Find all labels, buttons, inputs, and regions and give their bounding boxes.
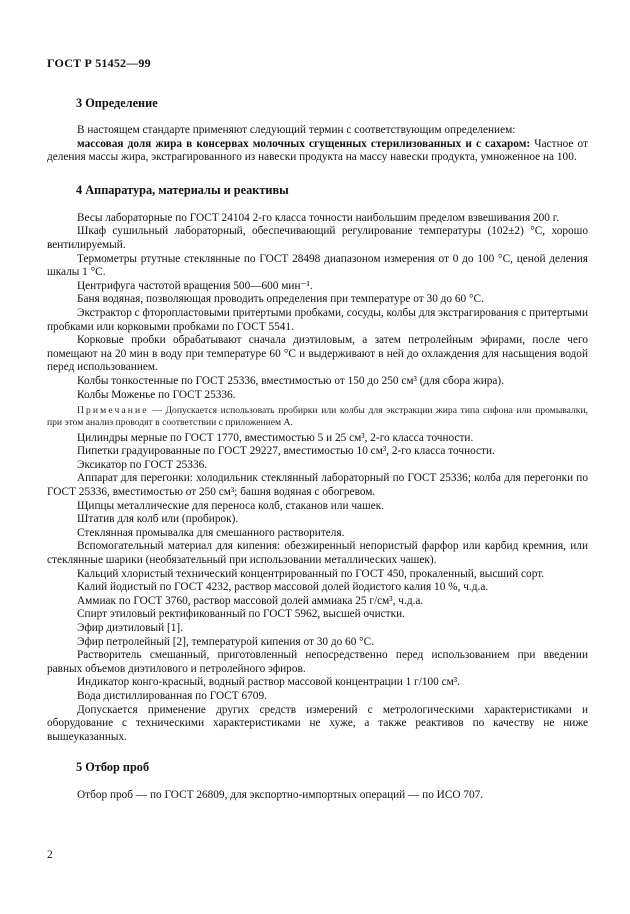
list-item: Калий йодистый по ГОСТ 4232, раствор массовой долей йодистого калия 10 %, ч.д.а. [77, 581, 489, 594]
list-item: Термометры ртутные стеклянные по ГОСТ 28498 диапазоном измерения от 0 до 100 °С, ценой деления шкалы 1 °С. [47, 252, 588, 279]
list-item: Весы лабораторные по ГОСТ 24104 2-го класса точности наибольшим пределом взвешивания 200 г. [77, 211, 559, 224]
definition-text: Частное от деления массы жира, экстрагированного из навески продукта на массу навески продукта, умноженное на 100. [47, 137, 588, 164]
list-item: Растворитель смешанный, приготовленный непосредственно перед использованием при введении равных объемов диэтилового и петролейного эфиров. [47, 649, 588, 675]
list-item: Баня водяная, позволяющая проводить определения при температуре от 30 до 60 °С. [77, 293, 484, 306]
section-sampling [47, 760, 588, 803]
list-item: Центрифуга частотой вращения 500—600 мин⁻¹. [77, 279, 313, 292]
list-item: Вода дистиллированная по ГОСТ 6709. [77, 689, 267, 702]
list-item: Эфир диэтиловый [1]. [77, 622, 183, 634]
section-heading-apparatus: 4 Аппаратура, материалы и реактивы [76, 182, 289, 197]
list-item: Допускается применение других средств измерений с метрологическими характеристиками и оборудование с техническими характеристиками не хуже, а также реактивов по качеству не ниже вышеуказанных. [47, 703, 588, 743]
list-item: Колбы тонкостенные по ГОСТ 25336, вместимостью от 150 до 250 см³ (для сбора жира). [77, 374, 505, 387]
list-item: Кальций хлористый технический концентрированный по ГОСТ 450, прокаленный, высший сорт. [77, 567, 545, 580]
note [47, 405, 588, 429]
list-item: Эфир петролейный [2], температурой кипения от 30 до 60 °С. [77, 635, 375, 648]
page-number: 2 [47, 849, 53, 861]
list-item: Щипцы металлические для переноса колб, стаканов или чашек. [77, 499, 385, 512]
section-definition [47, 96, 588, 165]
paragraph-sampling: Отбор проб — по ГОСТ 26809, для экспортно-импортных операций — по ИСО 707. [77, 789, 484, 802]
list-item: Цилиндры мерные по ГОСТ 1770, вместимостью 5 и 25 см³, 2-го класса точности. [77, 431, 474, 444]
list-item: Вспомогательный материал для кипения: обезжиренный непористый фарфор или карбид кремния, или стеклянные шарики (необязательный при использовании металлических чашек). [47, 540, 588, 567]
section-heading-definition: 3 Определение [76, 96, 158, 110]
list-item: Аппарат для перегонки: холодильник стеклянный лабораторный по ГОСТ 25336; колба для перегонки по ГОСТ 25336, вместимостью от 250 см³; башня водяная с обогревом. [47, 472, 588, 499]
list-item: Индикатор конго-красный, водный раствор массовой концентрации 1 г/100 см³. [77, 676, 460, 689]
section-apparatus [47, 183, 588, 745]
list-item: Экстрактор с фторопластовыми притертыми пробками, сосуды, колбы для экстрагирования с притертыми пробками или корковыми пробками по ГОСТ 5541. [47, 306, 588, 333]
note-text: — Допускается использовать пробирки или колбы для экстракции жира типа сифона или промывалки, при этом анализ проводят в соответствии с приложением А. [47, 405, 588, 428]
paragraph-intro: В настоящем стандарте применяют следующий термин с соответствующим определением: [77, 124, 516, 136]
section-heading-sampling: 5 Отбор проб [76, 760, 150, 775]
list-item: Стеклянная промывалка для смешанного растворителя. [77, 526, 345, 539]
list-item: Аммиак по ГОСТ 3760, раствор массовой долей аммиака 25 г/см³, ч.д.а. [77, 594, 424, 607]
list-item: Шкаф сушильный лабораторный, обеспечивающий регулирование температуры (102±2) °С, хорошо вентилируемый. [47, 225, 588, 251]
list-item: Штатив для колб или (пробирок). [77, 513, 239, 526]
paragraph-definition [47, 138, 588, 165]
list-item: Корковые пробки обрабатывают сначала диэтиловым, а затем петролейным эфирами, после чего помещают на 20 мин в воду при температуре 60 °С и выдерживают в ней до охлаждения для насыщения водой перед использованием. [47, 334, 588, 374]
page-content [47, 96, 588, 803]
note-label: Примечание [77, 405, 149, 417]
document-header: ГОСТ Р 51452—99 [47, 56, 151, 70]
list-item: Колбы Моженье по ГОСТ 25336. [77, 388, 236, 401]
list-item: Пипетки градуированные по ГОСТ 29227, вместимостью 10 см³, 2-го класса точности. [77, 445, 495, 458]
defined-term: массовая доля жира в консервах молочных сгущенных стерилизованных и с сахаром: [77, 137, 531, 150]
list-item: Эксикатор по ГОСТ 25336. [77, 458, 208, 471]
list-item: Спирт этиловый ректификованный по ГОСТ 5962, высшей очистки. [77, 608, 405, 621]
